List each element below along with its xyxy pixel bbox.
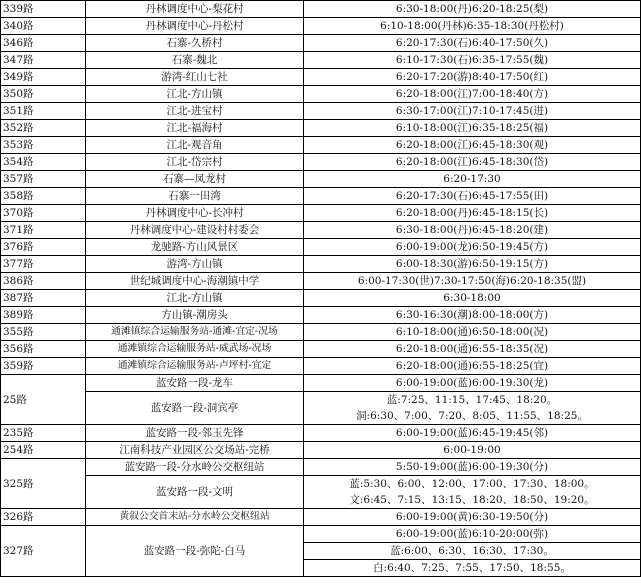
schedule-row — [1, 171, 641, 188]
time-line: 6:20-17:30 — [443, 173, 501, 185]
schedule-row — [1, 205, 641, 222]
schedule-row — [1, 239, 641, 256]
route-number: 386路 — [1, 273, 86, 290]
route-number: 351路 — [1, 103, 86, 120]
schedule-time — [304, 459, 641, 476]
route-number: 371路 — [1, 222, 86, 239]
schedule-time — [304, 137, 641, 154]
route-name: 江北-进宝村 — [86, 103, 304, 120]
route-number: 354路 — [1, 154, 86, 171]
schedule-time — [304, 205, 641, 222]
schedule-time — [304, 171, 641, 188]
time-line: 6:10-18:00(江)6:35-18:25(福) — [395, 122, 549, 134]
route-number: 25路 — [1, 375, 86, 425]
route-name: 丹林调度中心-长冲村 — [86, 205, 304, 222]
route-name: 石寨-久桥村 — [86, 35, 304, 52]
time-line: 6:00-19:00 — [443, 444, 501, 456]
route-name: 江北-方山镇 — [86, 290, 304, 307]
route-name: 龙驰路-方山风景区 — [86, 239, 304, 256]
schedule-row — [1, 476, 641, 509]
route-name: 丹林调度中心-梨花村 — [86, 1, 304, 18]
schedule-row — [1, 324, 641, 341]
schedule-row — [1, 290, 641, 307]
schedule-time — [304, 188, 641, 205]
time-line: 蓝:6:00、6:30、16:30、17:30。 — [390, 545, 554, 557]
schedule-row — [1, 442, 641, 459]
route-number: 235路 — [1, 425, 86, 442]
route-name: 游湾-方山镇 — [86, 256, 304, 273]
time-line: 6:30-18:00(丹)6:45-18:20(建) — [395, 224, 549, 236]
schedule-time — [304, 442, 641, 459]
route-number: 377路 — [1, 256, 86, 273]
schedule-body — [1, 1, 641, 577]
time-line: 6:00-19:00(黄)6:30-19:50(分) — [395, 511, 549, 523]
schedule-row — [1, 425, 641, 442]
time-line: 6:20-18:00(江)7:00-18:40(方) — [395, 88, 549, 100]
route-number: 339路 — [1, 1, 86, 18]
schedule-time — [304, 358, 641, 375]
route-name: 通滩镇综合运输服务站-通滩-宜定-况场 — [86, 324, 304, 341]
schedule-row — [1, 120, 641, 137]
schedule-row — [1, 154, 641, 171]
route-number: 353路 — [1, 137, 86, 154]
route-number: 355路 — [1, 324, 86, 341]
schedule-time — [304, 256, 641, 273]
schedule-row — [1, 375, 641, 392]
schedule-time — [304, 307, 641, 324]
route-number: 387路 — [1, 290, 86, 307]
time-line: 文:6:45、7:15、13:15、18:20、18:50、19:20。 — [349, 494, 595, 506]
schedule-row — [1, 509, 641, 526]
route-name: 蓝安路一段-弥陀-白马 — [86, 526, 304, 577]
schedule-row — [1, 392, 641, 425]
route-number: 254路 — [1, 442, 86, 459]
time-line: 6:00-19:00(龙)6:50-19:45(方) — [395, 241, 549, 253]
schedule-row — [1, 307, 641, 324]
route-name: 石寨—凤龙村 — [86, 171, 304, 188]
time-line: 6:30-18:00 — [443, 292, 501, 304]
schedule-time — [304, 273, 641, 290]
time-line: 6:30-17:00(江)7:10-17:45(进) — [395, 105, 549, 117]
schedule-time — [304, 560, 641, 577]
route-name: 江北-岱宗村 — [86, 154, 304, 171]
route-name: 丹林调度中心-建设村村委会 — [86, 222, 304, 239]
time-line: 6:00-18:30(游)6:50-19:15(方) — [395, 258, 549, 270]
schedule-time — [304, 425, 641, 442]
route-name: 游湾-红山七社 — [86, 69, 304, 86]
route-name: 江南科技产业园区公交场站-完桥 — [86, 442, 304, 459]
route-name: 江北-福海村 — [86, 120, 304, 137]
time-line: 6:10-18:00(丹林)6:35-18:30(丹松村) — [380, 20, 564, 32]
schedule-time — [304, 52, 641, 69]
route-name: 蓝安路一段-邻玉先锋 — [86, 425, 304, 442]
schedule-row — [1, 188, 641, 205]
schedule-row — [1, 52, 641, 69]
time-line: 6:20-18:00(通)6:55-18:25(宜) — [395, 360, 549, 372]
route-number: 347路 — [1, 52, 86, 69]
route-number: 376路 — [1, 239, 86, 256]
schedule-time — [304, 476, 641, 509]
route-name: 黄叙公交首末站-分水岭公交枢纽站 — [86, 509, 304, 526]
schedule-row — [1, 459, 641, 476]
schedule-row — [1, 1, 641, 18]
time-line: 6:20-18:00(江)6:45-18:30(观) — [395, 139, 549, 151]
route-name: 石寨-魏北 — [86, 52, 304, 69]
route-number: 340路 — [1, 18, 86, 35]
time-line: 白:6:40、7:25、7:55、17:50、18:55。 — [373, 562, 571, 574]
route-number: 370路 — [1, 205, 86, 222]
schedule-time — [304, 392, 641, 425]
route-number: 357路 — [1, 171, 86, 188]
route-number: 389路 — [1, 307, 86, 324]
time-line: 5:50-19:00(蓝)6:00-19:30(分) — [395, 461, 549, 473]
time-line: 蓝:7:25、11:15、17:45、18:20。 — [386, 394, 558, 406]
schedule-row — [1, 256, 641, 273]
route-name: 江北-方山镇 — [86, 86, 304, 103]
time-line: 蓝:5:30、6:00、12:00、17:00、17:30、18:00。 — [349, 478, 595, 490]
schedule-row — [1, 137, 641, 154]
route-name: 通滩镇综合运输服务站-威武场-况场 — [86, 341, 304, 358]
schedule-time — [304, 543, 641, 560]
route-number: 356路 — [1, 341, 86, 358]
route-number: 346路 — [1, 35, 86, 52]
schedule-time — [304, 103, 641, 120]
schedule-time — [304, 35, 641, 52]
route-name: 蓝安路一段-分水岭公交枢纽站 — [86, 459, 304, 476]
schedule-row — [1, 222, 641, 239]
schedule-row — [1, 358, 641, 375]
time-line: 6:00-17:30(世)7:30-17:50(海)6:20-18:35(盟) — [357, 275, 587, 287]
route-name: 方山镇-潮房头 — [86, 307, 304, 324]
time-line: 6:20-18:00(丹)6:45-18:15(长) — [395, 207, 549, 219]
time-line: 6:20-18:00(通)6:55-18:35(况) — [395, 343, 549, 355]
route-number: 327路 — [1, 526, 86, 577]
schedule-time — [304, 86, 641, 103]
route-name: 江北-观音角 — [86, 137, 304, 154]
schedule-time — [304, 1, 641, 18]
schedule-time — [304, 18, 641, 35]
schedule-time — [304, 526, 641, 543]
time-line: 6:20-17:30(石)6:45-17:55(田) — [395, 190, 549, 202]
schedule-row — [1, 35, 641, 52]
route-name: 蓝安路一段-龙车 — [86, 375, 304, 392]
route-name: 蓝安路一段-洞宾亭 — [86, 392, 304, 425]
schedule-time — [304, 341, 641, 358]
route-number: 352路 — [1, 120, 86, 137]
schedule-row — [1, 86, 641, 103]
schedule-row — [1, 526, 641, 543]
route-number: 325路 — [1, 459, 86, 509]
route-name: 丹林调度中心-丹松村 — [86, 18, 304, 35]
schedule-row — [1, 69, 641, 86]
time-line: 6:30-18:00(丹)6:20-18:25(梨) — [395, 3, 549, 15]
schedule-row — [1, 18, 641, 35]
time-line: 6:20-18:00(江)6:45-18:30(岱) — [395, 156, 549, 168]
schedule-time — [304, 375, 641, 392]
time-line: 6:00-19:00(蓝)6:45-19:45(邻) — [395, 427, 549, 439]
schedule-time — [304, 222, 641, 239]
time-line: 洞:6:30、7:00、7:20、8:05、11:55、18:25。 — [356, 410, 588, 422]
route-name: 蓝安路一段-文明 — [86, 476, 304, 509]
schedule-time — [304, 239, 641, 256]
route-number: 359路 — [1, 358, 86, 375]
time-line: 6:00-19:00(蓝)6:00-19:30(龙) — [395, 377, 549, 389]
route-number: 349路 — [1, 69, 86, 86]
schedule-time — [304, 324, 641, 341]
time-line: 6:20-17:30(石)6:40-17:50(久) — [395, 37, 549, 49]
time-line: 6:10-18:00(通)6:50-18:00(况) — [395, 326, 549, 338]
schedule-time — [304, 69, 641, 86]
schedule-row — [1, 103, 641, 120]
schedule-row — [1, 273, 641, 290]
route-number: 326路 — [1, 509, 86, 526]
route-number: 350路 — [1, 86, 86, 103]
route-name: 世纪城调度中心-海潮镇中学 — [86, 273, 304, 290]
schedule-time — [304, 154, 641, 171]
schedule-time — [304, 290, 641, 307]
time-line: 6:00-19:00(蓝)6:10-20:00(弥) — [395, 528, 549, 540]
schedule-time — [304, 509, 641, 526]
time-line: 6:20-17:20(游)8:40-17:50(红) — [395, 71, 549, 83]
route-name: 通滩镇综合运输服务站-卢坪村-宜定 — [86, 358, 304, 375]
schedule-row — [1, 341, 641, 358]
time-line: 6:10-17:30(石)6:35-17:55(魏) — [395, 54, 549, 66]
route-name: 石寨一田湾 — [86, 188, 304, 205]
route-number: 358路 — [1, 188, 86, 205]
schedule-time — [304, 120, 641, 137]
time-line: 6:30-16:30(潮)8:00-18:00(方) — [395, 309, 549, 321]
